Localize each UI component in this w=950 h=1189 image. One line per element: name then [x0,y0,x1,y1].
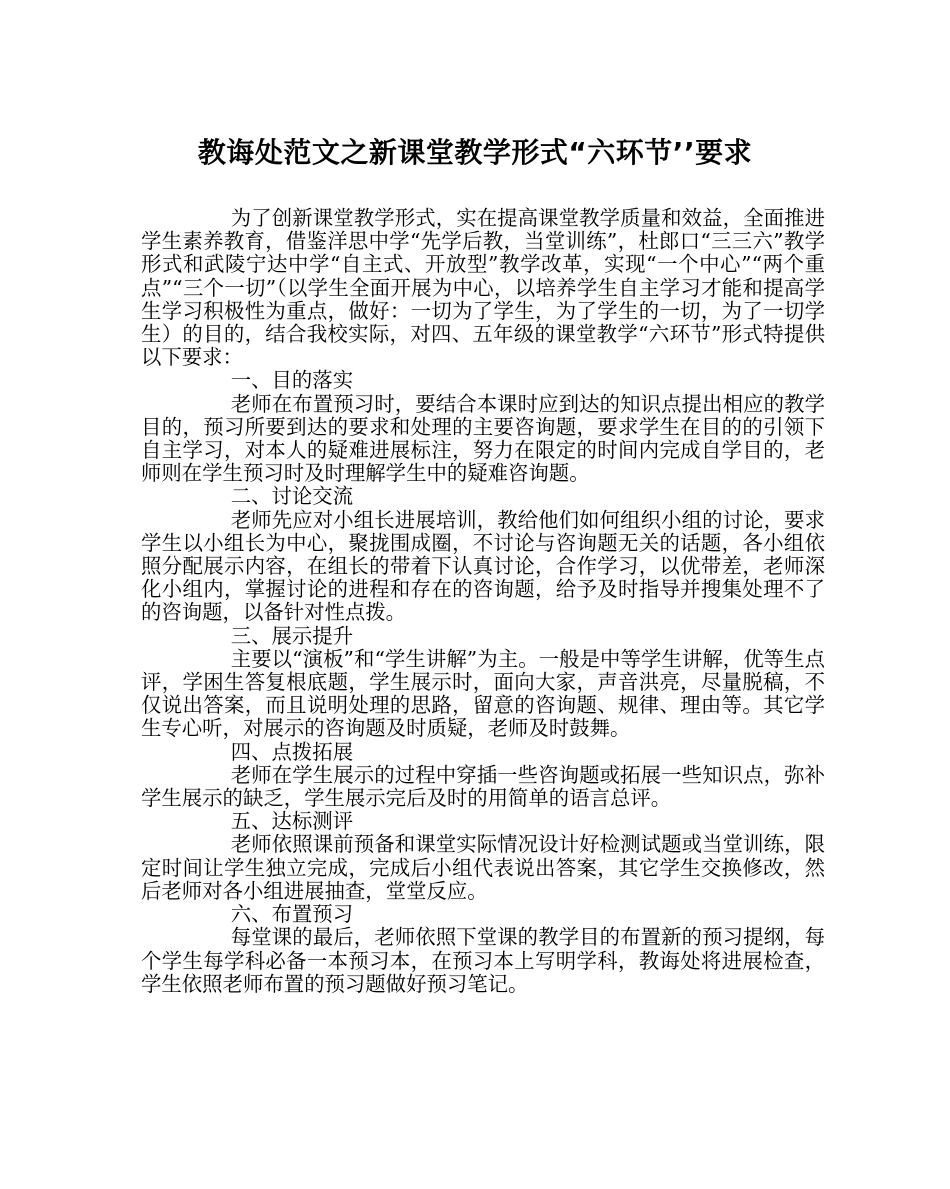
section-heading-1: 一、目的落实 [230,368,354,393]
section-paragraph-4: 老师在学生展示的过程中穿插一些咨询题或拓展一些知识点，弥补学生展示的缺乏，学生展示完后及时的用简单的语言总评。 [141,762,825,811]
section-heading-2: 二、讨论交流 [230,484,354,509]
section-heading-4: 四、点拨拓展 [230,739,354,764]
section-heading-3: 三、展示提升 [230,623,354,648]
document-title: 教诲处范文之新课堂教学形式“六环节’’要求 [197,136,753,169]
document-body [141,207,825,996]
section-paragraph-1: 老师在布置预习时，要结合本课时应到达的知识点提出相应的教学目的，预习所要到达的要求和处理的主要咨询题，要求学生在目的的引领下自主学习，对本人的疑难进展标注，努力在限定的时间内完成自学目的，老师则在学生预习时及时理解学生中的疑难咨询题。 [141,391,825,486]
section-heading-6: 六、布置预习 [230,902,354,927]
section-heading-5: 五、达标测评 [230,809,354,834]
section-paragraph-2: 老师先应对小组长进展培训，教给他们如何组织小组的讨论，要求学生以小组长为中心，聚拢围成圈，不讨论与咨询题无关的话题，各小组依照分配展示内容，在组长的带着下认真讨论，合作学习，以优带差，老师深化小组内，掌握讨论的进程和存在的咨询题，给予及时指导并搜集处理不了的咨询题，以备针对性点拨。 [141,507,825,625]
intro-paragraph: 为了创新课堂教学形式，实在提高课堂教学质量和效益，全面推进学生素养教育，借鉴洋思中学“先学后教，当堂训练”，杜郎口“三三六”教学形式和武陵宁达中学“自主式、开放型”教学改革，实现“一个中心”“两个重点”“三个一切”（以学生全面开展为中心，以培养学生自主学习才能和提高学生学习积极性为重点，做好：一切为了学生，为了学生的一切，为了一切学生）的目的，结合我校实际，对四、五年级的课堂教学“六环节”形式特提供以下要求： [141,206,825,370]
section-paragraph-3: 主要以“演板”和“学生讲解”为主。一般是中等学生讲解，优等生点评，学困生答复根底题，学生展示时，面向大家，声音洪亮，尽量脱稿，不仅说出答案，而且说明处理的思路，留意的咨询题、规律、理由等。其它学生专心听，对展示的咨询题及时质疑，老师及时鼓舞。 [141,646,825,741]
section-paragraph-5: 老师依照课前预备和课堂实际情况设计好检测试题或当堂训练，限定时间让学生独立完成，完成后小组代表说出答案，其它学生交换修改，然后老师对各小组进展抽查，堂堂反应。 [141,832,825,903]
section-paragraph-6: 每堂课的最后，老师依照下堂课的教学目的布置新的预习提纲，每个学生每学科必备一本预习本，在预习本上写明学科，教诲处将进展检查，学生依照老师布置的预习题做好预习笔记。 [141,925,825,996]
